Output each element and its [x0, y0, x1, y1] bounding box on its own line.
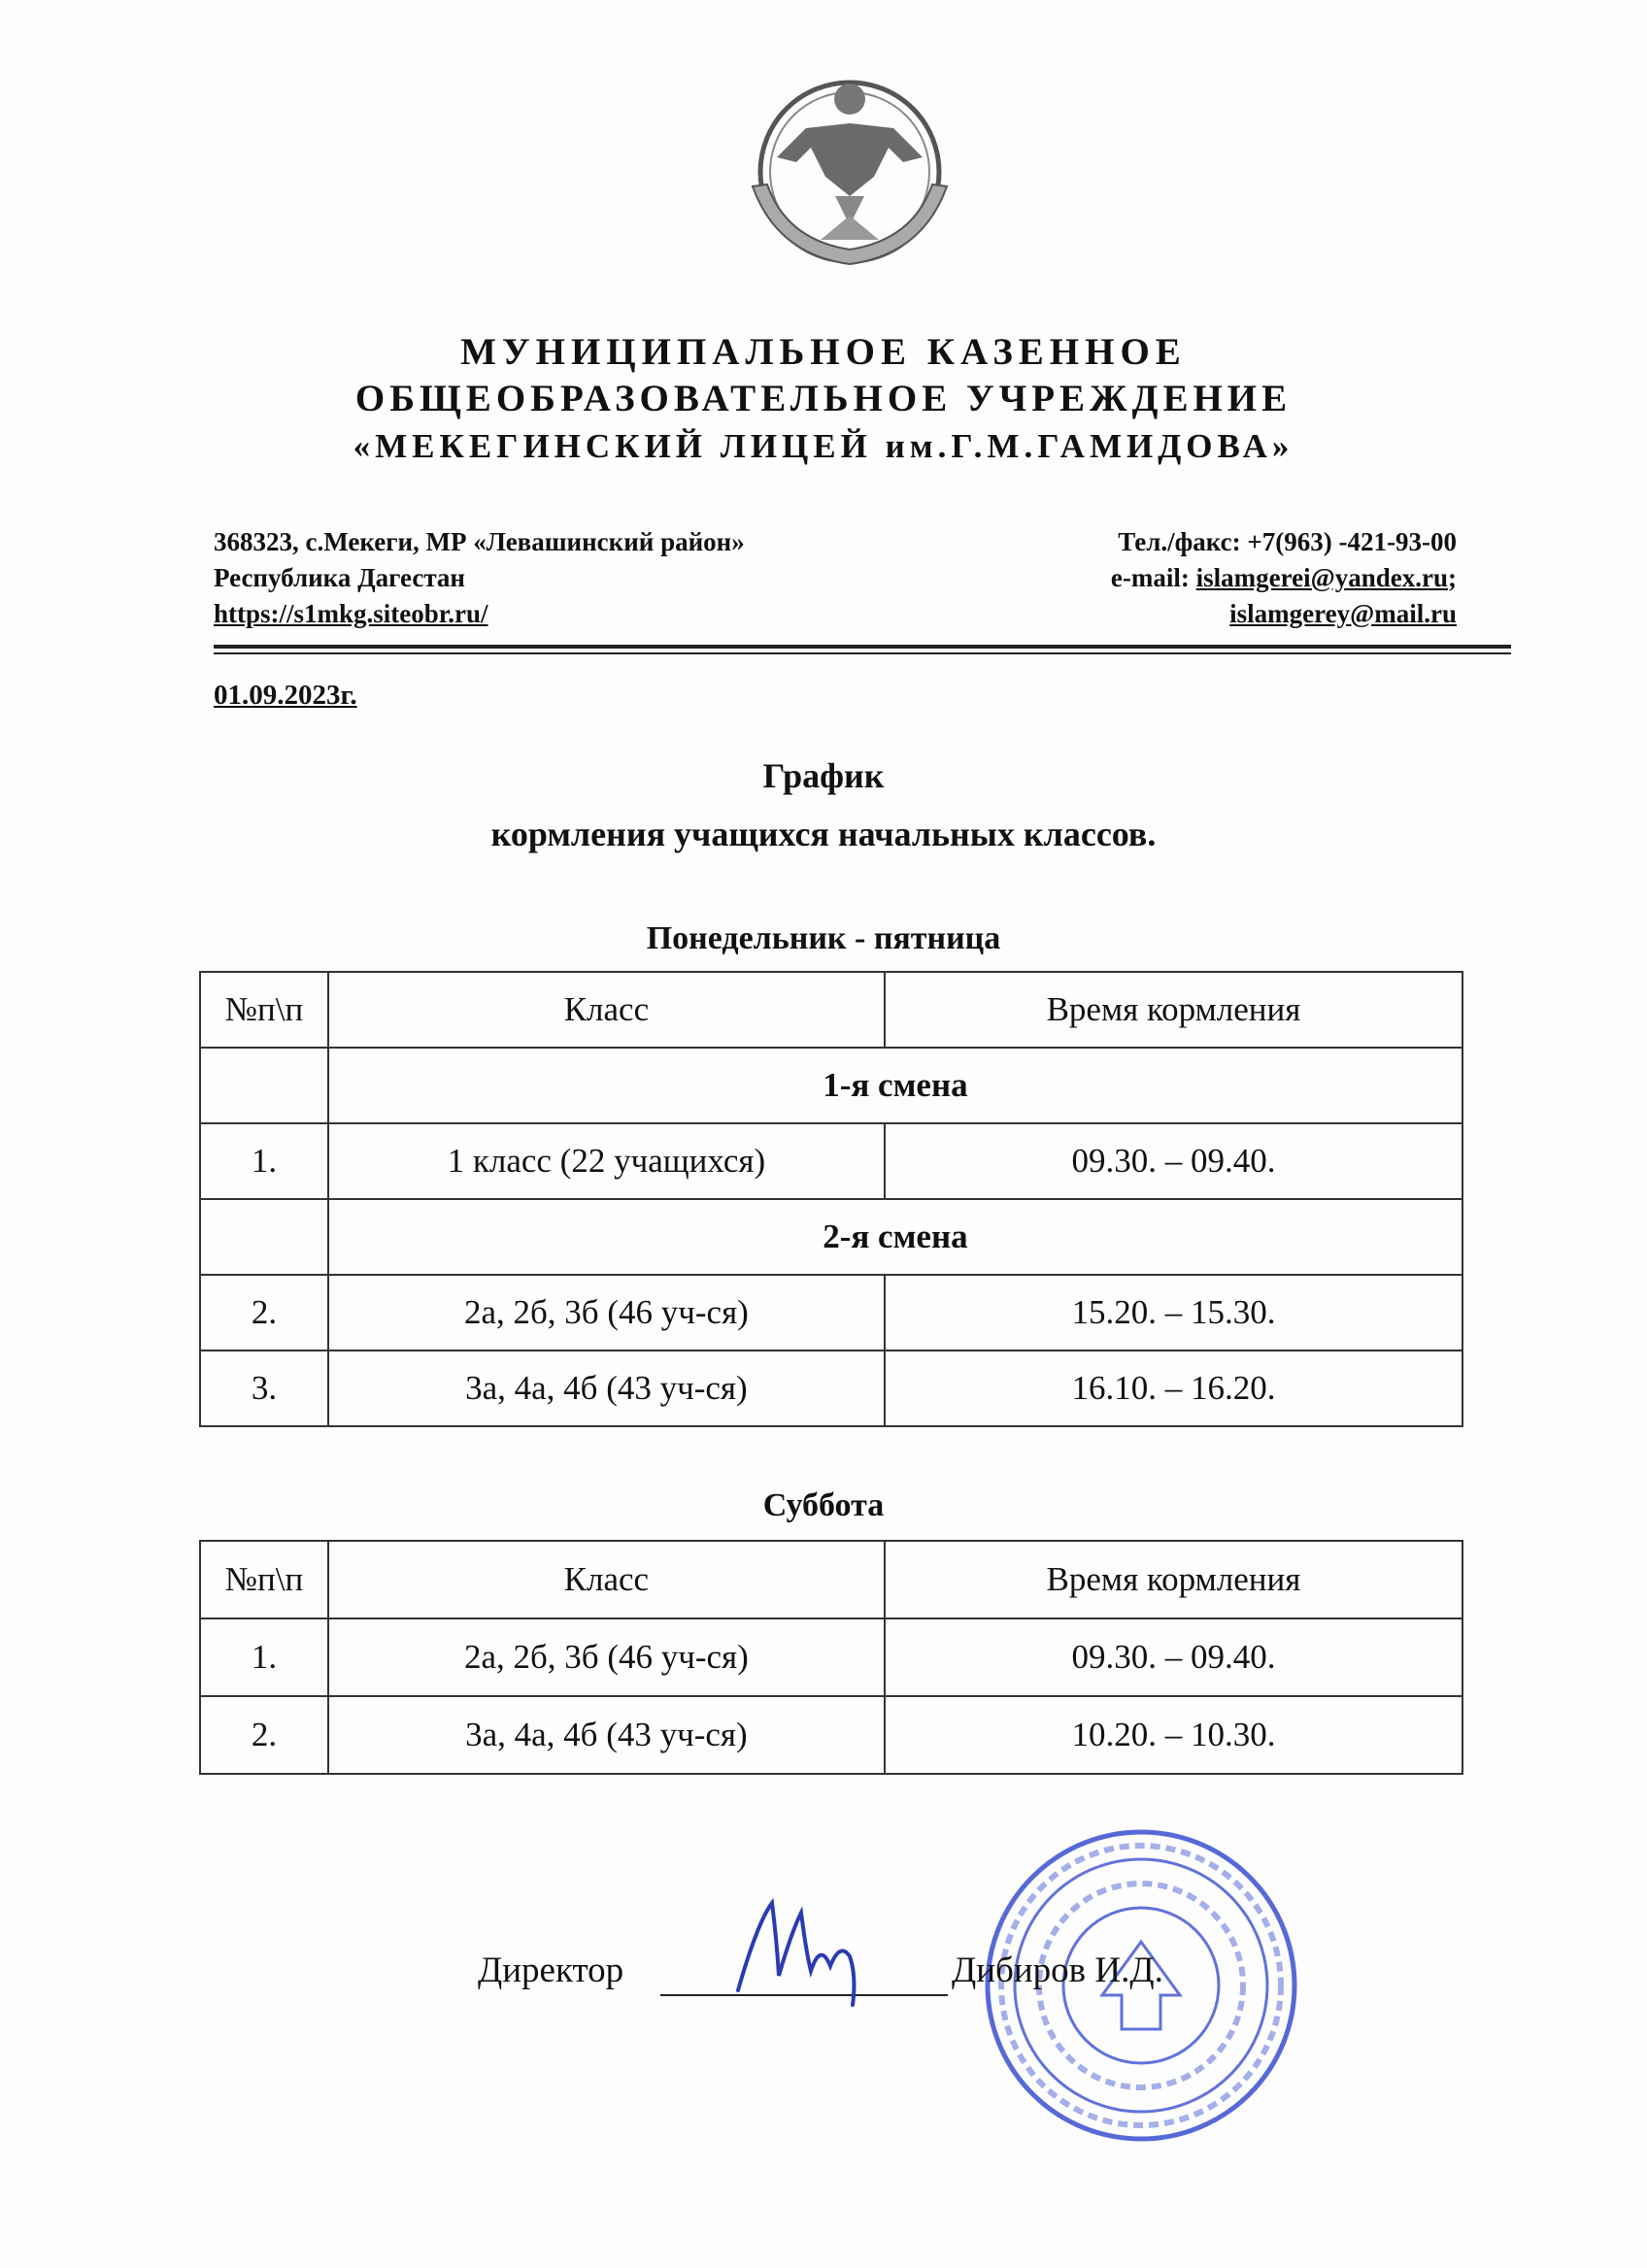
row-class: 2а, 2б, 3б (46 уч-ся) [328, 1618, 885, 1696]
header-divider [214, 645, 1511, 649]
table-row [200, 1618, 1462, 1696]
table-row [200, 1696, 1462, 1774]
table-row [200, 1123, 1462, 1199]
director-title: Директор [478, 1951, 624, 1990]
column-header-number: №п\п [200, 972, 328, 1048]
row-time: 15.20. – 15.30. [885, 1275, 1462, 1351]
director-name: Дибиров И.Д. [952, 1951, 1163, 1990]
document-subtitle: кормления учащихся начальных классов. [490, 815, 1157, 853]
phone: Тел./факс: +7(963) -421-93-00 [1118, 527, 1457, 556]
document-title: График [762, 756, 885, 795]
contacts-right [1010, 524, 1457, 632]
email-label: e-mail: [1110, 563, 1196, 592]
row-class: 3а, 4а, 4б (43 уч-ся) [328, 1696, 885, 1774]
organization-name-line1: МУНИЦИПАЛЬНОЕ КАЗЕННОЕ [460, 331, 1187, 373]
email-link-yandex[interactable]: islamgerei@yandex.ru [1195, 563, 1448, 592]
shift-label: 2-я смена [328, 1199, 1462, 1275]
contacts-left [214, 524, 745, 632]
region: Республика Дагестан [214, 563, 465, 592]
saturday-heading: Суббота [762, 1487, 885, 1523]
shift-row [200, 1048, 1462, 1123]
row-time: 09.30. – 09.40. [885, 1618, 1462, 1696]
column-header-number: №п\п [200, 1541, 328, 1618]
table-header-row [200, 1541, 1462, 1618]
shift-empty-cell [200, 1199, 328, 1275]
row-class: 2а, 2б, 3б (46 уч-ся) [328, 1275, 885, 1351]
row-time: 09.30. – 09.40. [885, 1123, 1462, 1199]
dagestan-coat-of-arms-icon [738, 70, 961, 274]
document-date: 01.09.2023г. [214, 680, 357, 711]
column-header-class: Класс [328, 972, 885, 1048]
website-link[interactable]: https://s1mkg.siteobr.ru/ [214, 599, 488, 628]
email-separator: ; [1448, 563, 1457, 592]
shift-label: 1-я смена [328, 1048, 1462, 1123]
row-number: 2. [200, 1696, 328, 1774]
header-divider-thin [214, 652, 1511, 654]
row-class: 1 класс (22 учащихся) [328, 1123, 885, 1199]
handwritten-signature-icon [719, 1884, 913, 2010]
organization-name-line2: ОБЩЕОБРАЗОВАТЕЛЬНОЕ УЧРЕЖДЕНИЕ [354, 378, 1293, 419]
column-header-time: Время кормления [885, 1541, 1462, 1618]
row-number: 1. [200, 1618, 328, 1696]
weekday-heading: Понедельник - пятница [646, 920, 1001, 956]
row-time: 16.10. – 16.20. [885, 1351, 1462, 1426]
table-row [200, 1275, 1462, 1351]
organization-name-line3: «МЕКЕГИНСКИЙ ЛИЦЕЙ им.Г.М.ГАМИДОВА» [353, 427, 1294, 465]
weekday-schedule-table [199, 971, 1463, 1427]
saturday-schedule-table [199, 1540, 1463, 1775]
row-number: 3. [200, 1351, 328, 1426]
shift-empty-cell [200, 1048, 328, 1123]
address: 368323, с.Мекеги, МР «Левашинский район» [214, 527, 745, 556]
email-link-mail[interactable]: islamgerey@mail.ru [1229, 599, 1457, 628]
table-header-row [200, 972, 1462, 1048]
shift-row [200, 1199, 1462, 1275]
row-number: 1. [200, 1123, 328, 1199]
table-row [200, 1351, 1462, 1426]
column-header-class: Класс [328, 1541, 885, 1618]
row-class: 3а, 4а, 4б (43 уч-ся) [328, 1351, 885, 1426]
column-header-time: Время кормления [885, 972, 1462, 1048]
row-number: 2. [200, 1275, 328, 1351]
row-time: 10.20. – 10.30. [885, 1696, 1462, 1774]
